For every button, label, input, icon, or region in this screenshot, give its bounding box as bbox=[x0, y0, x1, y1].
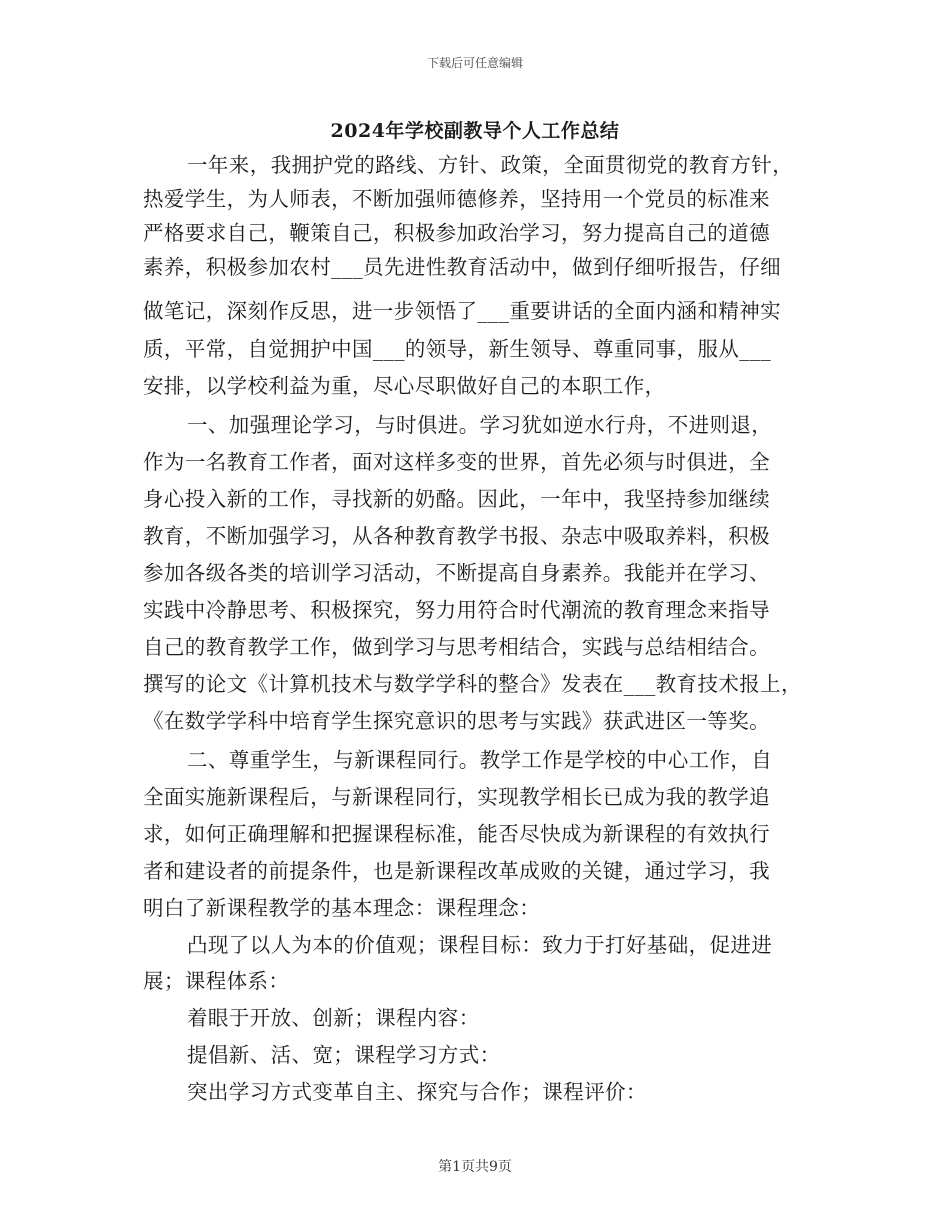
paragraph-line: 作为一名教育工作者，面对这样多变的世界，首先必须与时俱进，全 bbox=[143, 450, 770, 474]
paragraph-line: 严格要求自己，鞭策自己，积极参加政治学习，努力提高自己的道德 bbox=[143, 221, 770, 245]
paragraph-line: 自己的教育教学工作，做到学习与思考相结合，实践与总结相结合。 bbox=[143, 635, 770, 659]
paragraph-line: 全面实施新课程后，与新课程同行，实现教学相长已成为我的教学追 bbox=[143, 785, 770, 809]
paragraph-line: 凸现了以人为本的价值观；课程目标：致力于打好基础，促进进 bbox=[187, 933, 773, 957]
paragraph-line: 做笔记，深刻作反思，进一步领悟了___重要讲话的全面内涵和精神实 bbox=[143, 299, 782, 323]
paragraph-line: 二、尊重学生，与新课程同行。教学工作是学校的中心工作，自 bbox=[187, 748, 773, 772]
paragraph-line: 者和建设者的前提条件，也是新课程改革成败的关键，通过学习，我 bbox=[143, 859, 770, 883]
paragraph-line: 一年来，我拥护党的路线、方针、政策，全面贯彻党的教育方针， bbox=[187, 153, 794, 177]
page-footer: 第1页共9页 bbox=[438, 1159, 512, 1175]
paragraph-line: 热爱学生，为人师表，不断加强师德修养，坚持用一个党员的标准来 bbox=[143, 187, 770, 211]
paragraph-line: 明白了新课程教学的基本理念：课程理念： bbox=[143, 896, 541, 920]
paragraph-line: 质，平常，自觉拥护中国___的领导，新生领导、尊重同事，服从___ bbox=[143, 337, 772, 361]
paragraph-line: 展；课程体系： bbox=[143, 969, 290, 993]
paragraph-line: 身心投入新的工作，寻找新的奶酪。因此，一年中，我坚持参加继续 bbox=[143, 487, 770, 511]
header-note: 下载后可任意编辑 bbox=[426, 56, 523, 70]
paragraph-line: 撰写的论文《计算机技术与数学学科的整合》发表在___教育技术报上， bbox=[143, 672, 802, 696]
paragraph-line: 着眼于开放、创新；课程内容： bbox=[187, 1006, 480, 1030]
paragraph-line: 求，如何正确理解和把握课程标准，能否尽快成为新课程的有效执行 bbox=[143, 822, 770, 846]
paragraph-line: 提倡新、活、宽；课程学习方式： bbox=[187, 1043, 501, 1067]
paragraph-line: 教育，不断加强学习，从各种教育教学书报、杂志中吸取养料，积极 bbox=[143, 524, 770, 548]
paragraph-line: 安排，以学校利益为重，尽心尽职做好自己的本职工作， bbox=[143, 374, 666, 398]
paragraph-line: 素养，积极参加农村___员先进性教育活动中，做到仔细听报告，仔细 bbox=[143, 255, 782, 279]
document-title: 2024年学校副教导个人工作总结 bbox=[330, 120, 620, 142]
paragraph-line: 实践中冷静思考、积极探究，努力用符合时代潮流的教育理念来指导 bbox=[143, 598, 770, 622]
paragraph-line: 《在数学学科中培育学生探究意识的思考与实践》获武进区一等奖。 bbox=[143, 709, 770, 733]
paragraph-line: 突出学习方式变革自主、探究与合作；课程评价： bbox=[187, 1080, 647, 1104]
paragraph-line: 参加各级各类的培训学习活动，不断提高自身素养。我能并在学习、 bbox=[143, 561, 770, 585]
paragraph-line: 一、加强理论学习，与时俱进。学习犹如逆水行舟，不进则退， bbox=[187, 413, 773, 437]
